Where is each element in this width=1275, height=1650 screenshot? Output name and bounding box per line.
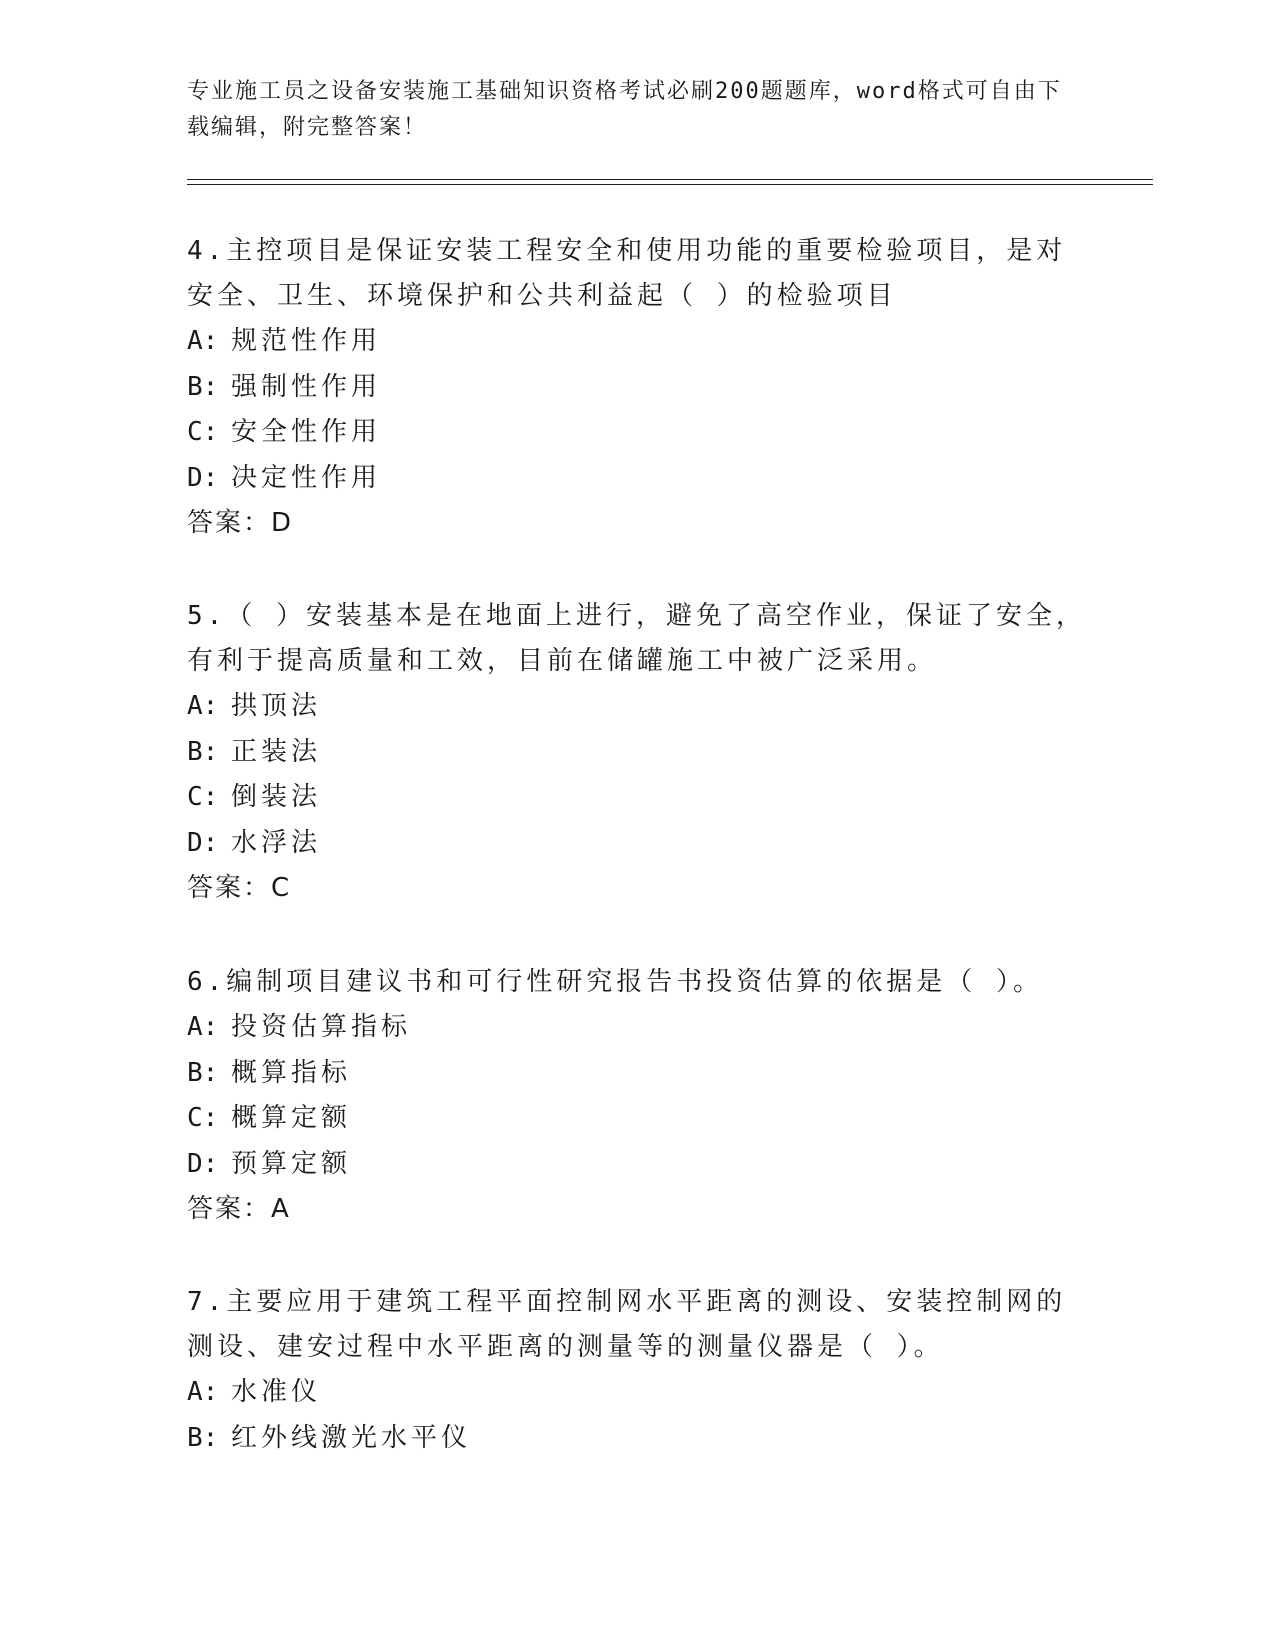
question-stem: 7.主要应用于建筑工程平面控制网水平距离的测设、安装控制网的测设、建安过程中水平距离的测量等的测量仪器是（ ）。 [187, 1287, 1067, 1362]
document-header: 专业施工员之设备安装施工基础知识资格考试必刷200题题库，word格式可自由下载编辑，附完整答案！ [187, 79, 1062, 140]
option-text: 水准仪 [231, 1377, 322, 1407]
question-4 [187, 229, 1087, 546]
header-rule-top [187, 179, 1153, 180]
option-b [187, 730, 1087, 776]
answer-line: 答案：A [187, 1194, 291, 1224]
option-text: 正装法 [231, 736, 322, 767]
option-a [187, 1005, 1087, 1051]
option-letter: A: [187, 1012, 219, 1042]
option-letter: B: [187, 371, 219, 402]
option-d [187, 1142, 1087, 1188]
option-text: 水浮法 [231, 827, 322, 858]
option-text: 投资估算指标 [231, 1012, 412, 1042]
option-text: 强制性作用 [231, 371, 382, 402]
option-text: 安全性作用 [231, 417, 382, 447]
option-text: 预算定额 [231, 1148, 352, 1179]
option-c [187, 410, 1087, 456]
option-b [187, 365, 1087, 411]
option-text: 拱顶法 [231, 691, 322, 721]
option-letter: A: [187, 691, 219, 721]
answer-line: 答案：D [187, 508, 294, 538]
option-letter: B: [187, 1057, 219, 1088]
option-letter: A: [187, 326, 219, 356]
option-a [187, 1370, 1087, 1416]
option-b [187, 1051, 1087, 1097]
option-letter: C: [187, 782, 219, 812]
question-7 [187, 1280, 1087, 1461]
answer-line: 答案：C [187, 873, 292, 903]
header-rule-bottom [187, 184, 1153, 185]
option-text: 规范性作用 [231, 326, 382, 356]
option-letter: A: [187, 1377, 219, 1407]
option-c [187, 1096, 1087, 1142]
option-letter: B: [187, 1422, 219, 1453]
option-text: 决定性作用 [231, 462, 382, 493]
option-text: 概算指标 [231, 1057, 352, 1088]
option-letter: C: [187, 417, 219, 447]
option-a [187, 684, 1087, 730]
question-5 [187, 594, 1087, 911]
question-stem: 6.编制项目建议书和可行性研究报告书投资估算的依据是（ ）。 [187, 967, 1043, 997]
option-text: 倒装法 [231, 782, 322, 812]
option-letter: B: [187, 736, 219, 767]
option-letter: D: [187, 462, 219, 493]
option-letter: D: [187, 827, 219, 858]
option-a [187, 319, 1087, 365]
option-b [187, 1416, 1087, 1462]
option-d [187, 456, 1087, 502]
option-letter: C: [187, 1103, 219, 1133]
option-letter: D: [187, 1148, 219, 1179]
question-6 [187, 960, 1087, 1232]
option-text: 概算定额 [231, 1103, 352, 1133]
option-c [187, 775, 1087, 821]
option-text: 红外线激光水平仪 [231, 1422, 472, 1453]
question-stem: 5.（ ）安装基本是在地面上进行，避免了高空作业，保证了安全，有利于提高质量和工效，目前在储罐施工中被广泛采用。 [187, 601, 1086, 676]
option-d [187, 821, 1087, 867]
question-stem: 4.主控项目是保证安装工程安全和使用功能的重要检验项目，是对安全、卫生、环境保护和公共利益起（ ）的检验项目 [187, 236, 1067, 311]
